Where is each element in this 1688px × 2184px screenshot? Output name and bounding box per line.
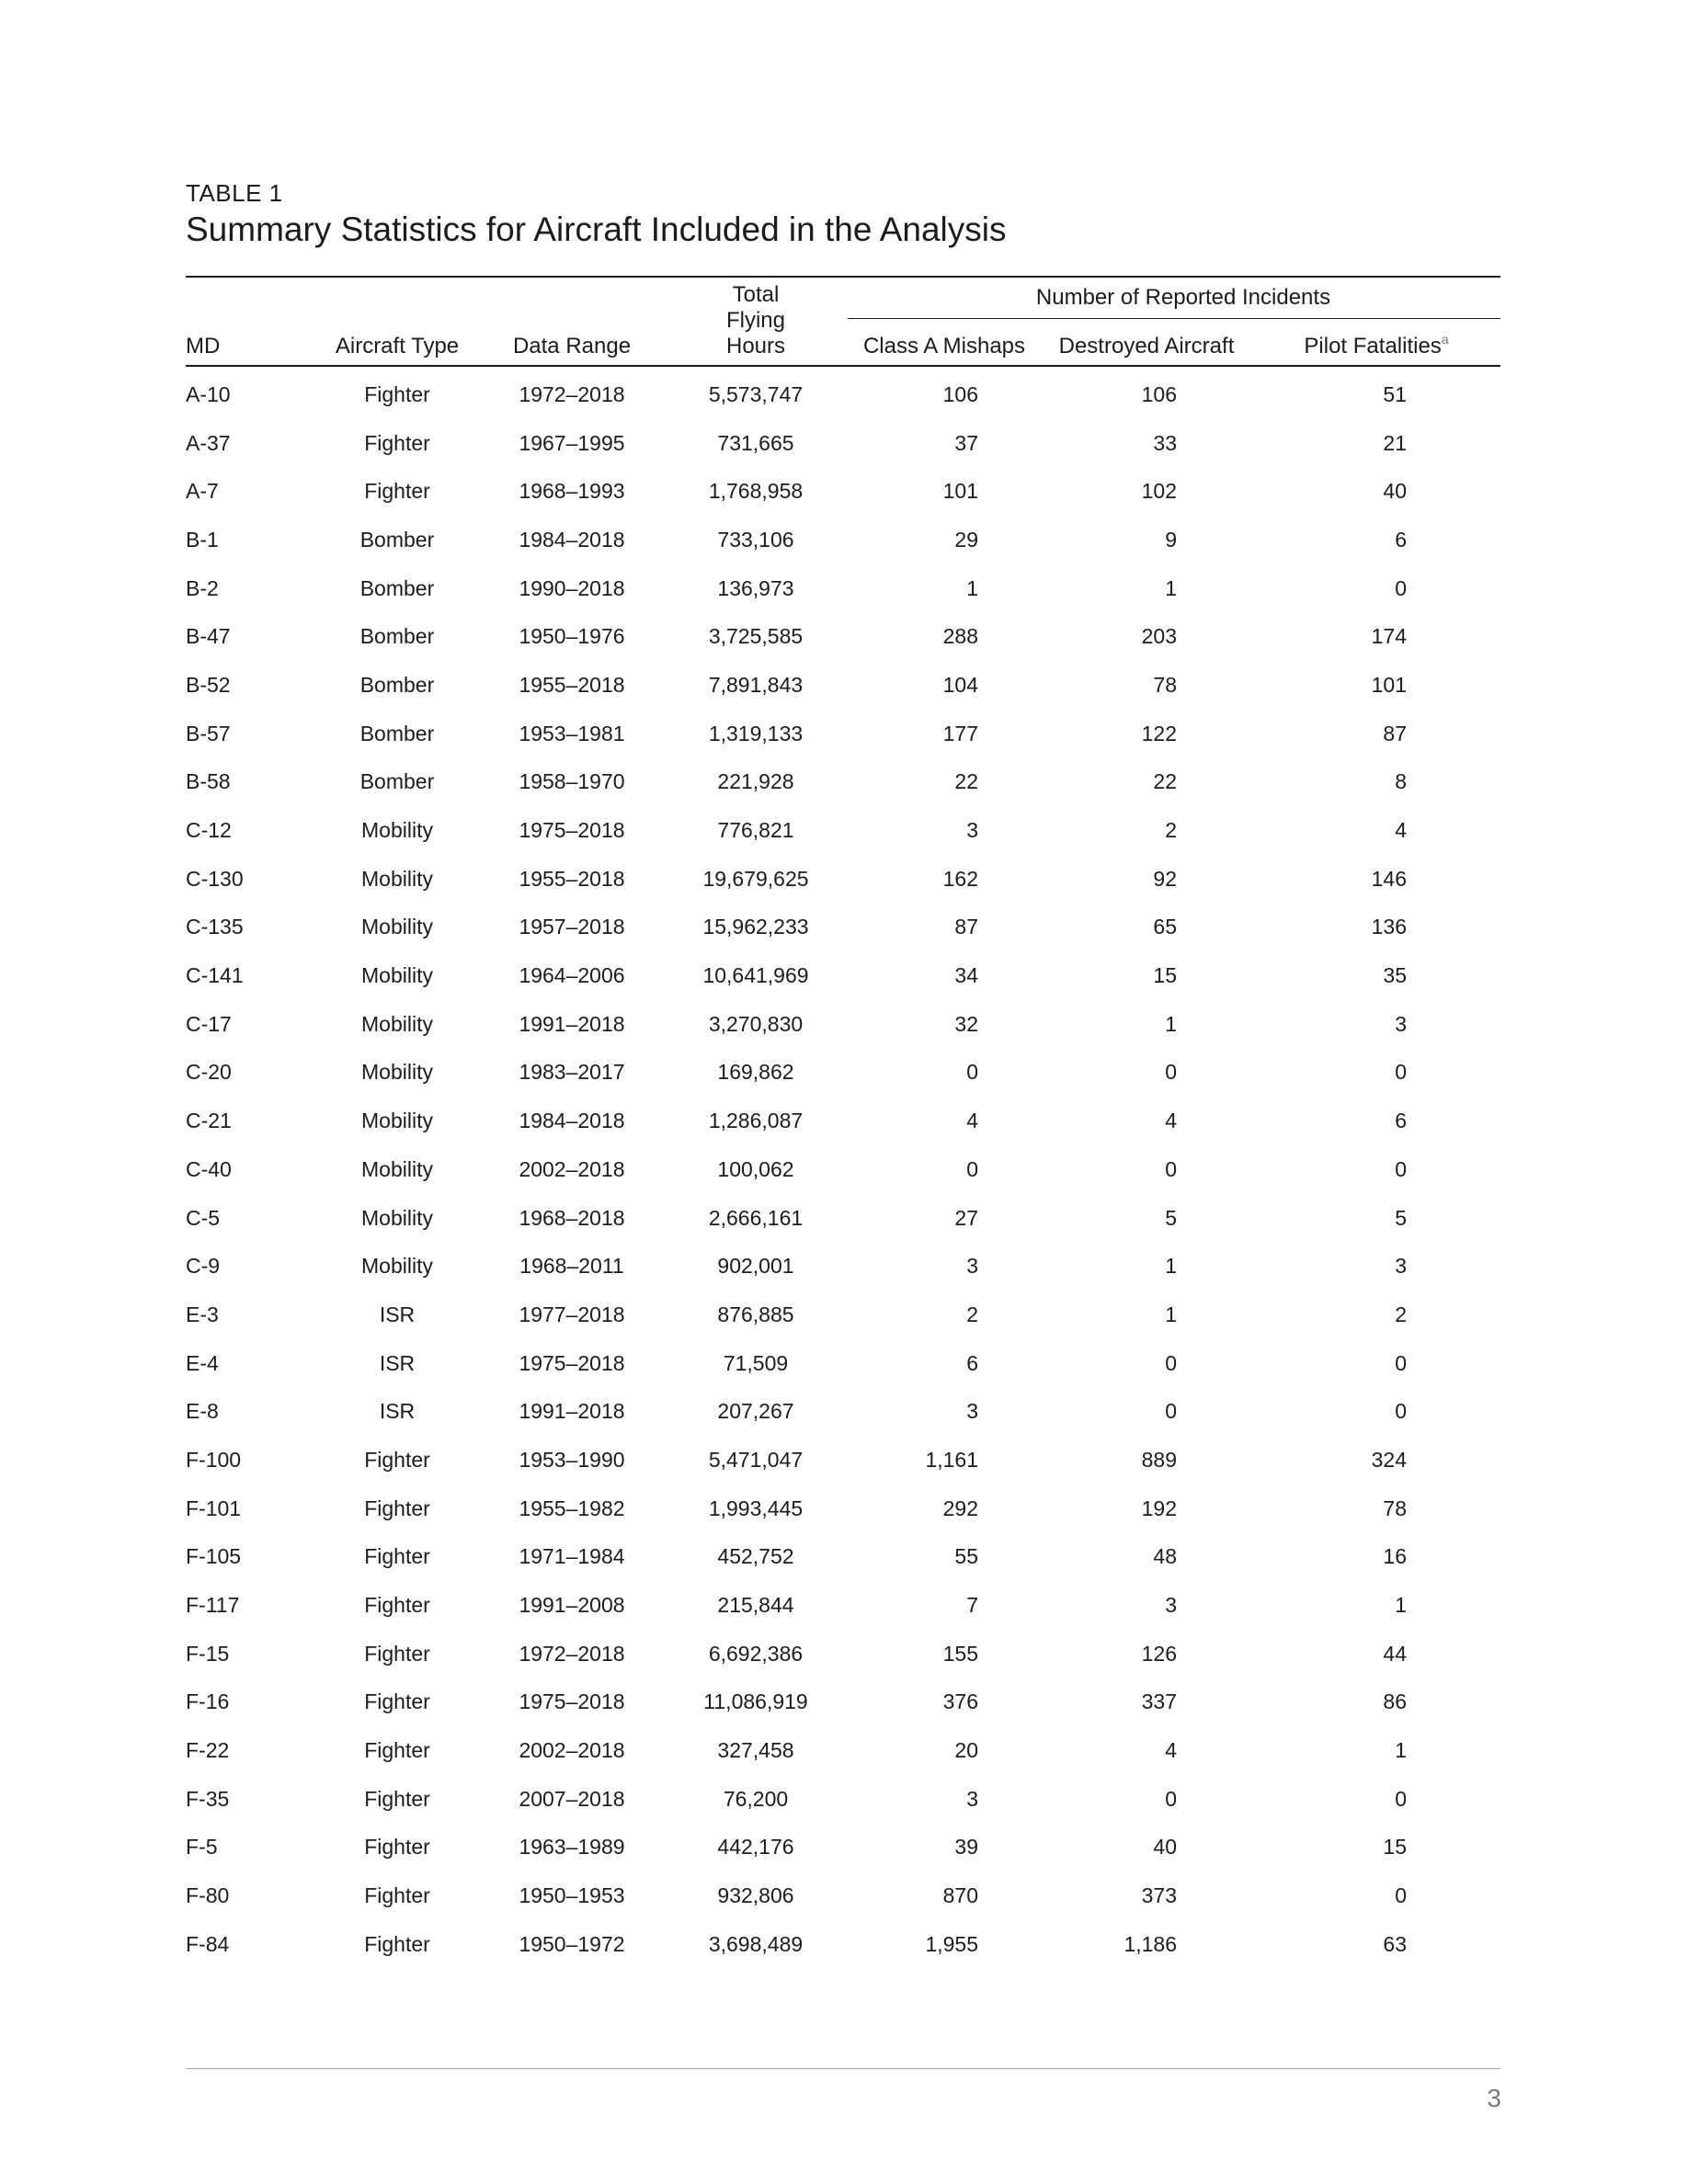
cell-destroyed-aircraft: 0 (1165, 1399, 1177, 1424)
cell-md: C-141 (186, 963, 244, 988)
cell-total-flying-hours: 136,973 (717, 575, 794, 600)
cell-destroyed-aircraft: 0 (1165, 1786, 1177, 1811)
cell-md: C-135 (186, 915, 244, 939)
cell-class-a-mishaps: 3 (966, 1399, 978, 1424)
cell-destroyed-aircraft: 1,186 (1123, 1931, 1177, 1956)
cell-data-range: 1950–1953 (519, 1883, 625, 1908)
table-row (186, 1533, 1500, 1582)
cell-md: B-47 (186, 624, 231, 649)
cell-data-range: 1963–1989 (519, 1835, 625, 1860)
table-row (186, 366, 1500, 419)
cell-class-a-mishaps: 7 (966, 1593, 978, 1618)
cell-pilot-fatalities: 174 (1371, 624, 1407, 649)
cell-destroyed-aircraft: 33 (1153, 430, 1177, 455)
cell-total-flying-hours: 3,698,489 (708, 1931, 804, 1956)
cell-data-range: 1975–2018 (519, 1350, 625, 1375)
cell-aircraft-type: Bomber (359, 624, 435, 649)
cell-aircraft-type: Fighter (364, 1835, 430, 1860)
cell-pilot-fatalities: 0 (1395, 575, 1407, 600)
cell-destroyed-aircraft: 4 (1165, 1109, 1177, 1133)
cell-class-a-mishaps: 55 (954, 1544, 978, 1569)
cell-md: F-100 (186, 1447, 242, 1472)
table-row (186, 710, 1500, 758)
cell-class-a-mishaps: 0 (966, 1060, 978, 1085)
header-md-label: MD (186, 334, 221, 358)
cell-total-flying-hours: 776,821 (717, 818, 794, 843)
cell-aircraft-type: Mobility (361, 1109, 433, 1133)
cell-pilot-fatalities: 86 (1383, 1689, 1407, 1714)
header-md (186, 277, 314, 366)
cell-pilot-fatalities: 51 (1383, 381, 1407, 406)
header-data-range (480, 277, 664, 366)
cell-class-a-mishaps: 292 (942, 1496, 978, 1520)
table-row (186, 1049, 1500, 1098)
header-class-a-mishaps-label: Class A Mishaps (862, 334, 1026, 358)
cell-total-flying-hours: 327,458 (717, 1738, 794, 1763)
header-aircraft-type (314, 277, 480, 366)
cell-aircraft-type: Fighter (364, 1883, 430, 1908)
cell-total-flying-hours: 71,509 (723, 1350, 789, 1375)
table-label: TABLE 1 (186, 179, 283, 207)
cell-aircraft-type: Mobility (361, 963, 433, 988)
cell-destroyed-aircraft: 4 (1165, 1738, 1177, 1763)
cell-pilot-fatalities: 324 (1371, 1447, 1407, 1472)
cell-total-flying-hours: 76,200 (723, 1786, 789, 1811)
cell-class-a-mishaps: 1,161 (925, 1447, 978, 1472)
cell-md: F-80 (186, 1883, 230, 1908)
cell-total-flying-hours: 1,286,087 (708, 1109, 804, 1133)
cell-data-range: 1983–2017 (519, 1060, 625, 1085)
cell-class-a-mishaps: 37 (954, 430, 978, 455)
cell-class-a-mishaps: 32 (954, 1011, 978, 1036)
cell-total-flying-hours: 1,768,958 (708, 479, 804, 504)
cell-destroyed-aircraft: 122 (1141, 721, 1177, 745)
cell-destroyed-aircraft: 126 (1141, 1641, 1177, 1666)
cell-pilot-fatalities: 8 (1395, 769, 1407, 794)
cell-data-range: 1953–1981 (519, 721, 625, 745)
cell-aircraft-type: Bomber (359, 769, 435, 794)
cell-destroyed-aircraft: 9 (1165, 527, 1177, 552)
table-row (186, 1145, 1500, 1194)
cell-class-a-mishaps: 27 (954, 1205, 978, 1230)
cell-data-range: 1955–2018 (519, 866, 625, 891)
cell-aircraft-type: ISR (379, 1399, 416, 1424)
cell-total-flying-hours: 733,106 (717, 527, 794, 552)
header-aircraft-type-label: Aircraft Type (335, 334, 460, 358)
cell-md: B-2 (186, 575, 219, 600)
cell-total-flying-hours: 731,665 (717, 430, 794, 455)
cell-class-a-mishaps: 1 (966, 575, 978, 600)
cell-destroyed-aircraft: 92 (1153, 866, 1177, 891)
cell-class-a-mishaps: 1,955 (925, 1931, 978, 1956)
cell-total-flying-hours: 5,573,747 (708, 381, 804, 406)
cell-class-a-mishaps: 0 (966, 1156, 978, 1181)
cell-aircraft-type: Fighter (364, 1738, 430, 1763)
cell-aircraft-type: Bomber (359, 672, 435, 697)
cell-destroyed-aircraft: 102 (1141, 479, 1177, 504)
cell-pilot-fatalities: 78 (1383, 1496, 1407, 1520)
table-row (186, 1726, 1500, 1775)
cell-data-range: 1968–2011 (519, 1254, 624, 1279)
cell-data-range: 1984–2018 (519, 527, 625, 552)
table-row (186, 419, 1500, 468)
cell-pilot-fatalities: 1 (1395, 1738, 1407, 1763)
cell-aircraft-type: Fighter (364, 430, 430, 455)
cell-class-a-mishaps: 20 (954, 1738, 978, 1763)
cell-class-a-mishaps: 22 (954, 769, 978, 794)
cell-aircraft-type: Mobility (361, 866, 433, 891)
cell-data-range: 1953–1990 (519, 1447, 625, 1472)
cell-destroyed-aircraft: 1 (1165, 1302, 1177, 1326)
cell-data-range: 1991–2008 (519, 1593, 625, 1618)
cell-total-flying-hours: 207,267 (717, 1399, 794, 1424)
cell-pilot-fatalities: 40 (1383, 479, 1407, 504)
cell-class-a-mishaps: 87 (954, 915, 978, 939)
cell-md: B-1 (186, 527, 219, 552)
cell-class-a-mishaps: 34 (954, 963, 978, 988)
cell-md: C-20 (186, 1060, 232, 1085)
cell-data-range: 1967–1995 (519, 430, 625, 455)
cell-total-flying-hours: 3,725,585 (708, 624, 804, 649)
cell-destroyed-aircraft: 373 (1141, 1883, 1177, 1908)
cell-class-a-mishaps: 29 (954, 527, 978, 552)
cell-data-range: 1950–1972 (519, 1931, 625, 1956)
cell-destroyed-aircraft: 15 (1153, 963, 1177, 988)
table-row (186, 806, 1500, 855)
cell-aircraft-type: Mobility (361, 1205, 433, 1230)
cell-pilot-fatalities: 6 (1395, 1109, 1407, 1133)
cell-destroyed-aircraft: 2 (1165, 818, 1177, 843)
cell-total-flying-hours: 100,062 (717, 1156, 794, 1181)
cell-md: E-4 (186, 1350, 219, 1375)
cell-data-range: 1964–2006 (519, 963, 625, 988)
table-row (186, 564, 1500, 613)
cell-aircraft-type: Fighter (364, 1931, 430, 1956)
cell-class-a-mishaps: 106 (942, 381, 978, 406)
cell-total-flying-hours: 221,928 (717, 769, 794, 794)
cell-data-range: 1972–2018 (519, 1641, 625, 1666)
cell-class-a-mishaps: 177 (942, 721, 978, 745)
table-row (186, 467, 1500, 516)
cell-aircraft-type: Fighter (364, 1689, 430, 1714)
cell-pilot-fatalities: 87 (1383, 721, 1407, 745)
table-row (186, 1000, 1500, 1049)
cell-aircraft-type: ISR (379, 1350, 416, 1375)
table-row (186, 1387, 1500, 1436)
cell-data-range: 1972–2018 (519, 381, 625, 406)
cell-md: F-22 (186, 1738, 230, 1763)
cell-destroyed-aircraft: 203 (1141, 624, 1177, 649)
cell-pilot-fatalities: 3 (1395, 1254, 1407, 1279)
cell-pilot-fatalities: 63 (1383, 1931, 1407, 1956)
cell-data-range: 1971–1984 (519, 1544, 625, 1569)
cell-class-a-mishaps: 288 (942, 624, 978, 649)
table-header (186, 277, 1500, 366)
cell-class-a-mishaps: 155 (942, 1641, 978, 1666)
cell-pilot-fatalities: 1 (1395, 1593, 1407, 1618)
table-row (186, 951, 1500, 1000)
cell-md: F-117 (186, 1593, 240, 1618)
cell-destroyed-aircraft: 3 (1165, 1593, 1177, 1618)
table-title: Summary Statistics for Aircraft Included in the Analysis (186, 210, 1007, 248)
cell-class-a-mishaps: 4 (966, 1109, 978, 1133)
cell-total-flying-hours: 10,641,969 (702, 963, 809, 988)
cell-total-flying-hours: 11,086,919 (703, 1689, 808, 1714)
cell-aircraft-type: Fighter (364, 1641, 430, 1666)
cell-data-range: 1957–2018 (519, 915, 625, 939)
table-row (186, 1824, 1500, 1872)
cell-destroyed-aircraft: 889 (1141, 1447, 1177, 1472)
table-row (186, 1484, 1500, 1533)
cell-destroyed-aircraft: 0 (1165, 1350, 1177, 1375)
cell-total-flying-hours: 2,666,161 (708, 1205, 804, 1230)
cell-pilot-fatalities: 4 (1395, 818, 1407, 843)
cell-destroyed-aircraft: 192 (1141, 1496, 1177, 1520)
cell-aircraft-type: Bomber (359, 575, 435, 600)
cell-aircraft-type: Mobility (361, 1254, 433, 1279)
table-row (186, 661, 1500, 710)
cell-class-a-mishaps: 376 (942, 1689, 978, 1714)
table-row (186, 904, 1500, 952)
cell-total-flying-hours: 442,176 (717, 1835, 794, 1860)
cell-total-flying-hours: 1,993,445 (708, 1496, 804, 1520)
table-row (186, 1678, 1500, 1727)
table-row (186, 758, 1500, 807)
cell-destroyed-aircraft: 0 (1165, 1156, 1177, 1181)
cell-total-flying-hours: 876,885 (717, 1302, 794, 1326)
header-data-range-label: Data Range (512, 334, 632, 358)
cell-pilot-fatalities: 0 (1395, 1060, 1407, 1085)
cell-data-range: 2007–2018 (519, 1786, 625, 1811)
cell-data-range: 1955–1982 (519, 1496, 625, 1520)
cell-total-flying-hours: 215,844 (717, 1593, 794, 1618)
cell-md: B-58 (186, 769, 231, 794)
cell-pilot-fatalities: 21 (1383, 430, 1407, 455)
cell-pilot-fatalities: 44 (1383, 1641, 1407, 1666)
cell-destroyed-aircraft: 1 (1165, 1254, 1177, 1279)
cell-aircraft-type: Mobility (361, 1060, 433, 1085)
cell-total-flying-hours: 169,862 (717, 1060, 794, 1085)
cell-data-range: 1991–2018 (519, 1011, 625, 1036)
cell-md: F-101 (186, 1496, 242, 1520)
cell-md: F-15 (186, 1641, 230, 1666)
cell-md: B-52 (186, 672, 231, 697)
cell-pilot-fatalities: 6 (1395, 527, 1407, 552)
cell-pilot-fatalities: 0 (1395, 1399, 1407, 1424)
cell-destroyed-aircraft: 0 (1165, 1060, 1177, 1085)
cell-total-flying-hours: 15,962,233 (702, 915, 809, 939)
cell-aircraft-type: Fighter (364, 1496, 430, 1520)
cell-total-flying-hours: 5,471,047 (708, 1447, 804, 1472)
cell-aircraft-type: Fighter (364, 381, 430, 406)
table-section (186, 180, 1500, 1969)
cell-md: C-40 (186, 1156, 232, 1181)
table-row (186, 1920, 1500, 1969)
header-destroyed-aircraft (1041, 319, 1252, 367)
cell-md: A-37 (186, 430, 231, 455)
table-body (186, 366, 1500, 1969)
table-row (186, 1436, 1500, 1484)
header-total-flying-hours-label: Total Flying Hours (725, 282, 786, 358)
summary-statistics-table (186, 276, 1500, 1969)
cell-destroyed-aircraft: 5 (1165, 1205, 1177, 1230)
cell-total-flying-hours: 932,806 (717, 1883, 794, 1908)
cell-pilot-fatalities: 0 (1395, 1786, 1407, 1811)
footnote-marker: a (1441, 332, 1449, 347)
cell-md: A-7 (186, 479, 219, 504)
cell-destroyed-aircraft: 65 (1153, 915, 1177, 939)
cell-total-flying-hours: 452,752 (717, 1544, 794, 1569)
cell-destroyed-aircraft: 22 (1153, 769, 1177, 794)
cell-aircraft-type: Mobility (361, 1156, 433, 1181)
cell-total-flying-hours: 7,891,843 (708, 672, 804, 697)
cell-total-flying-hours: 1,319,133 (708, 721, 804, 745)
cell-md: F-5 (186, 1835, 218, 1860)
cell-md: E-8 (186, 1399, 219, 1424)
cell-aircraft-type: Fighter (364, 1786, 430, 1811)
cell-pilot-fatalities: 15 (1383, 1835, 1407, 1860)
cell-md: C-12 (186, 818, 232, 843)
header-pilot-fatalities-label: Pilot Fatalities (1304, 334, 1442, 358)
cell-pilot-fatalities: 35 (1383, 963, 1407, 988)
cell-class-a-mishaps: 3 (966, 818, 978, 843)
cell-aircraft-type: Fighter (364, 1447, 430, 1472)
cell-pilot-fatalities: 2 (1395, 1302, 1407, 1326)
cell-pilot-fatalities: 0 (1395, 1156, 1407, 1181)
cell-pilot-fatalities: 136 (1371, 915, 1407, 939)
cell-destroyed-aircraft: 40 (1153, 1835, 1177, 1860)
cell-aircraft-type: Fighter (364, 1593, 430, 1618)
cell-total-flying-hours: 19,679,625 (702, 866, 809, 891)
header-total-flying-hours (664, 277, 848, 366)
cell-aircraft-type: Bomber (359, 527, 435, 552)
cell-pilot-fatalities: 16 (1383, 1544, 1407, 1569)
table-row (186, 612, 1500, 661)
cell-total-flying-hours: 902,001 (717, 1254, 794, 1279)
cell-data-range: 1975–2018 (519, 818, 625, 843)
cell-data-range: 1968–1993 (519, 479, 625, 504)
table-row (186, 855, 1500, 904)
cell-class-a-mishaps: 3 (966, 1254, 978, 1279)
table-row (186, 1097, 1500, 1145)
cell-class-a-mishaps: 2 (966, 1302, 978, 1326)
cell-md: C-130 (186, 866, 244, 891)
cell-class-a-mishaps: 162 (942, 866, 978, 891)
cell-destroyed-aircraft: 1 (1165, 1011, 1177, 1036)
table-row (186, 1291, 1500, 1339)
table-row (186, 516, 1500, 564)
cell-aircraft-type: Bomber (359, 721, 435, 745)
table-row (186, 1194, 1500, 1243)
cell-data-range: 1958–1970 (519, 769, 625, 794)
cell-pilot-fatalities: 101 (1371, 672, 1407, 697)
cell-aircraft-type: Mobility (361, 915, 433, 939)
cell-md: C-5 (186, 1205, 221, 1230)
cell-aircraft-type: Fighter (364, 1544, 430, 1569)
table-row (186, 1775, 1500, 1824)
cell-md: F-105 (186, 1544, 242, 1569)
cell-destroyed-aircraft: 106 (1141, 381, 1177, 406)
table-row (186, 1871, 1500, 1920)
cell-data-range: 1975–2018 (519, 1689, 625, 1714)
cell-class-a-mishaps: 6 (966, 1350, 978, 1375)
cell-data-range: 1991–2018 (519, 1399, 625, 1424)
cell-destroyed-aircraft: 48 (1153, 1544, 1177, 1569)
cell-total-flying-hours: 3,270,830 (708, 1011, 804, 1036)
cell-pilot-fatalities: 146 (1371, 866, 1407, 891)
header-group-reported-incidents (848, 277, 1500, 319)
cell-data-range: 1968–2018 (519, 1205, 625, 1230)
cell-class-a-mishaps: 39 (954, 1835, 978, 1860)
cell-total-flying-hours: 6,692,386 (708, 1641, 804, 1666)
cell-md: C-9 (186, 1254, 221, 1279)
cell-class-a-mishaps: 870 (942, 1883, 978, 1908)
footer-divider (186, 2068, 1500, 2069)
cell-md: F-84 (186, 1931, 230, 1956)
header-pilot-fatalities (1252, 319, 1500, 367)
cell-md: E-3 (186, 1302, 219, 1326)
cell-md: A-10 (186, 381, 231, 406)
cell-md: F-16 (186, 1689, 230, 1714)
cell-data-range: 1990–2018 (519, 575, 625, 600)
cell-data-range: 1977–2018 (519, 1302, 625, 1326)
cell-pilot-fatalities: 0 (1395, 1883, 1407, 1908)
cell-aircraft-type: Fighter (364, 479, 430, 504)
cell-data-range: 1950–1976 (519, 624, 625, 649)
cell-data-range: 2002–2018 (519, 1156, 625, 1181)
table-row (186, 1242, 1500, 1291)
cell-class-a-mishaps: 3 (966, 1786, 978, 1811)
cell-class-a-mishaps: 101 (942, 479, 978, 504)
cell-md: C-17 (186, 1011, 232, 1036)
cell-pilot-fatalities: 5 (1395, 1205, 1407, 1230)
header-class-a-mishaps (848, 319, 1041, 367)
page-number: 3 (1487, 2084, 1501, 2112)
cell-data-range: 2002–2018 (519, 1738, 625, 1763)
cell-aircraft-type: Mobility (361, 1011, 433, 1036)
cell-class-a-mishaps: 104 (942, 672, 978, 697)
cell-aircraft-type: ISR (379, 1302, 416, 1326)
header-group-label: Number of Reported Incidents (1035, 285, 1331, 310)
cell-aircraft-type: Mobility (361, 818, 433, 843)
table-row (186, 1339, 1500, 1388)
cell-destroyed-aircraft: 1 (1165, 575, 1177, 600)
cell-data-range: 1955–2018 (519, 672, 625, 697)
cell-destroyed-aircraft: 337 (1141, 1689, 1177, 1714)
cell-md: C-21 (186, 1109, 232, 1133)
table-row (186, 1581, 1500, 1630)
cell-data-range: 1984–2018 (519, 1109, 625, 1133)
header-destroyed-aircraft-label: Destroyed Aircraft (1058, 334, 1235, 358)
table-row (186, 1630, 1500, 1678)
cell-md: B-57 (186, 721, 231, 745)
cell-md: F-35 (186, 1786, 230, 1811)
cell-pilot-fatalities: 0 (1395, 1350, 1407, 1375)
cell-pilot-fatalities: 3 (1395, 1011, 1407, 1036)
cell-destroyed-aircraft: 78 (1153, 672, 1177, 697)
